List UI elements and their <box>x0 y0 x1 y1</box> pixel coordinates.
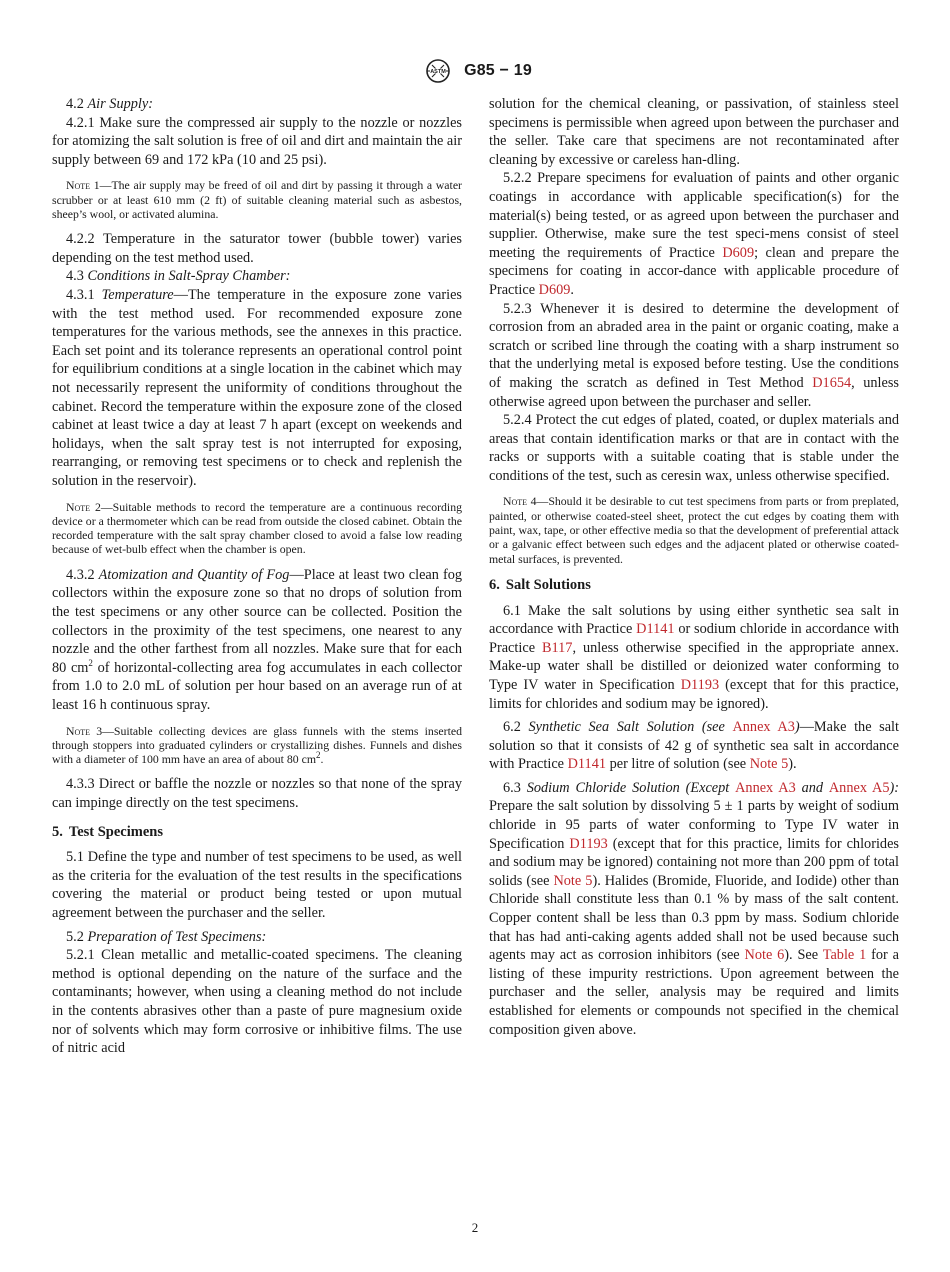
ref-link-annex-a3[interactable]: Annex A3 <box>735 779 796 796</box>
paragraph-6-3: 6.3 Sodium Chloride Solution (Except Annex A3 and Annex A5): Prepare the salt solution by dissolving 5 ± 1 parts by weight of sodium chloride in 95 parts of water conforming to Type IV water in Specification D1193 (except that for this practice, limits for chlorides and sodium may be ignored) containing not more than 200 ppm of total solids (see Note 5). Halides (Bromide, Fluoride, and Iodide) other than Chloride shall constitute less than 0.1 % by mass of the salt content. Copper content shall be less than 0.3 ppm by mass. Sodium chloride that has had anti-caking agents added shall not be used because such agents may act as corrosion inhibitors (see Note 6). See Table 1 for a listing of these impurity restrictions. Upon agreement between the purchaser and the seller, analysis may be required and limits established for elements or compounds not specified in the chemical composition given above. <box>489 779 900 1038</box>
paragraph-5-2-2: 5.2.2 Prepare specimens for evaluation of paints and other organic coatings in accordance with applicable specification(s) for the material(s) being tested, or as agreed upon between the purchaser and supplier. Otherwise, make sure the test speci-mens consist of steel meeting the requirements of Practice D609; clean and prepare the specimens for coating in accor-dance with applicable procedure of Practice D609. <box>489 170 899 298</box>
ref-link-d1193[interactable]: D1193 <box>680 676 720 693</box>
paragraph-5-2-3: 5.2.3 Whenever it is desired to determine the development of corrosion from an abraded area in the paint or organic coating, make a scratch or scribed line through the coating with a sharp instrument so that the underlying metal is exposed before testing. Use the conditions of making the scratch as defined in Test Method D1654, unless otherwise agreed upon between the purchaser and seller. <box>489 300 899 410</box>
note-3: Note 3—Suitable collecting devices are glass funnels with the stems inserted through stoppers into graduated cylinders or crystallizing dishes. Funnels and dishes with a diameter of 100 mm have an area of about 80 $cm^2$. <box>52 723 462 767</box>
paragraph-6-2: 6.2 Synthetic Sea Salt Solution (see Annex A3)—Make the salt solution so that it consists of 42 g of synthetic sea salt in accordance with Practice D1141 per litre of solution (see Note 5). <box>489 719 899 773</box>
astm-logo-icon <box>418 59 458 83</box>
ref-link-note-5[interactable]: Note 5 <box>749 756 789 773</box>
ref-link-d1654[interactable]: D1654 <box>812 374 852 391</box>
paragraph-5-2-4: 5.2.4 Protect the cut edges of plated, coated, or duplex materials and areas that contain identification marks or that are in contact with the racks or supports with a suitable coating that is stable under the conditions of the test, such as ceresin wax, unless otherwise specified. <box>489 412 899 484</box>
ref-link-d1141[interactable]: D1141 <box>636 621 675 638</box>
ref-link-note-6[interactable]: Note 6 <box>744 947 785 964</box>
ref-link-note-5[interactable]: Note 5 <box>553 872 593 889</box>
ref-link-b117[interactable]: B117 <box>542 639 573 656</box>
section-heading-5: 5. Test Specimens <box>52 823 163 840</box>
left-column <box>52 95 462 1058</box>
standard-designation: G85 − 19 <box>464 62 532 79</box>
note-1: Note 1—The air supply may be freed of oil and dirt by passing it through a water scrubber or at least 610 mm (2 ft) of suitable cleaning material such as asbestos, sheep’s wool, or activated alumina. <box>52 178 462 221</box>
paragraph-5-2-1-continued: solution for the chemical cleaning, or passivation, of stainless steel specimens is permissible when agreed upon between the purchaser and the seller. Take care that specimens are not recontaminated after cleaning by excessive or careless han-dling. <box>489 96 899 168</box>
ref-link-annex-a3[interactable]: Annex A3 <box>732 719 795 736</box>
right-column <box>489 95 899 1039</box>
ref-link-table-1[interactable]: Table 1 <box>822 947 867 964</box>
ref-link-d609[interactable]: D609 <box>722 244 755 261</box>
paragraph-6-1: 6.1 Make the salt solutions by using either synthetic sea salt in accordance with Practice D1141 or sodium chloride in accordance with Practice B117, unless otherwise specified in the appropriate annex. Make-up water shall be distilled or deionized water conforming to Type IV water in Specification D1193 (except that for this practice, limits for chlorides and sodium may be ignored). <box>489 602 899 712</box>
ref-link-d1141[interactable]: D1141 <box>567 756 606 773</box>
ref-link-d1193[interactable]: D1193 <box>569 835 608 852</box>
paragraph-4-3: 4.3 Conditions in Salt-Spray Chamber: <box>66 268 291 285</box>
paragraph-4-2: 4.2 Air Supply: <box>66 96 153 112</box>
ref-link-d609[interactable]: D609 <box>538 281 571 298</box>
paragraph-4-2-1: 4.2.1 Make sure the compressed air supply to the nozzle or nozzles for atomizing the salt solution is free of oil and dirt and maintain the air supply between 69 and 172 kPa (10 and 25 psi). <box>52 114 462 168</box>
page-header <box>0 58 950 84</box>
paragraph-5-1: 5.1 Define the type and number of test specimens to be used, as well as the criteria for the evaluation of the test results in the specifications covering the material or product being tested or upon mutual agreement between the purchaser and the seller. <box>52 849 462 921</box>
note-4: Note 4—Should it be desirable to cut test specimens from parts or from preplated, painted, or otherwise coated-steel sheet, protect the cut edges by coating them with paint, wax, tape, or other effective media so that the development of preferential attack or a galvanic effect between such edges and the adjacent plated or otherwise coated-metal surfaces, is prevented. <box>489 494 899 566</box>
svg-text:ASTM: ASTM <box>430 69 446 75</box>
paragraph-4-2-2: 4.2.2 Temperature in the saturator tower (bubble tower) varies depending on the test method used. <box>52 231 462 266</box>
note-2: Note 2—Suitable methods to record the temperature are a continuous recording device or a thermometer which can be read from outside the closed cabinet. Obtain the recorded temperature with the salt spray chamber closed to avoid a false low reading because of wet-bulb effect when the chamber is open. <box>52 499 462 557</box>
paragraph-5-2-1: 5.2.1 Clean metallic and metallic-coated specimens. The cleaning method is optional depending on the nature of the surface and the contaminants; however, when using a cleaning method do not include in the contents abrasives other than a paste of pure magnesium oxide nor of solvents which may form corrosive or inhibitive films. The use of nitric acid <box>52 947 462 1057</box>
paragraph-4-3-2: 4.3.2 Atomization and Quantity of Fog—Place at least two clean fog collectors within the exposure zone so that no drops of solution from the test specimens or any other source can be collected. Position the collectors in the proximity of the test specimens, one nearest to any nozzle and the other farthest from all nozzles. Make sure that for each 80 $cm^2$ of horizontal-collecting area fog accumulates in each collector from 1.0 to 2.0 mL of solution per hour based on an average run of at least 16 h continuous spray. <box>52 566 463 713</box>
page-number: 2 <box>471 1220 479 1235</box>
paragraph-4-3-3: 4.3.3 Direct or baffle the nozzle or nozzles so that none of the spray can impinge directly on the test specimens. <box>52 776 462 811</box>
paragraph-5-2: 5.2 Preparation of Test Specimens: <box>66 928 267 945</box>
paragraph-4-3-1: 4.3.1 Temperature—The temperature in the exposure zone varies with the test method used. For recommended exposure zone temperatures for the various methods, see the annexes in this practice. Each set point and its tolerance represents an operational control point for equilibrium conditions at a single location in the cabinet which may not necessarily represent the uniformity of conditions throughout the cabinet. Record the temperature within the exposure zone of the closed cabinet at least twice a day at least 7 h apart (except on weekends and holidays, when the salt spray test is not interrupted for exposing, rearranging, or removing test specimens or to check and replenish the solution in the reservoir). <box>52 287 462 489</box>
ref-link-annex-a5[interactable]: Annex A5 <box>828 779 890 796</box>
section-heading-6: 6. Salt Solutions <box>489 576 591 593</box>
